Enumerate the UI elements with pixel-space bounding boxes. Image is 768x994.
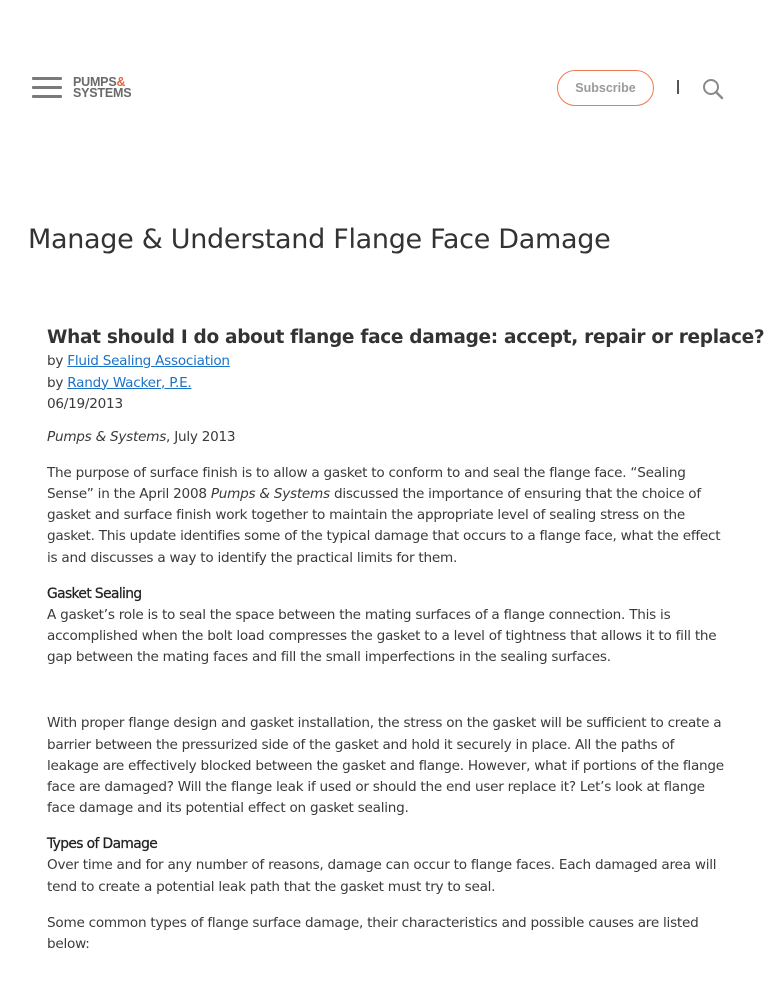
- byline-prefix: by: [47, 353, 68, 369]
- menu-bar: [32, 77, 62, 80]
- header-divider: [677, 80, 679, 94]
- paragraph: Over time and for any number of reasons, damage can occur to flange faces. Each damaged area will tend to create a potential leak path that the gasket must try to seal.: [47, 857, 717, 895]
- author-link-randy-wacker[interactable]: Randy Wacker, P.E.: [67, 374, 192, 391]
- source-publication: Pumps & Systems: [47, 428, 167, 445]
- article-subtitle: What should I do about flange face damage: accept, repair or replace?: [47, 327, 765, 348]
- section-heading-types-of-damage: Types of Damage: [47, 836, 158, 853]
- paragraph: With proper flange design and gasket installation, the stress on the gasket will be sufficient to create a barrier between the pressurized side of the gasket and hold it securely in place. All the paths of leakage are effectively blocked between the gasket and flange. However, what if portions of the flange face are damaged? Will the flange leak if used or should the end user replace it? Let’s look at flange face damage and its potential effect on gasket sealing.: [47, 715, 724, 817]
- menu-bar: [32, 95, 62, 98]
- site-header: [0, 68, 768, 110]
- section-heading-gasket-sealing: Gasket Sealing: [47, 585, 142, 602]
- byline: [47, 373, 727, 395]
- intro-paragraph: [47, 463, 727, 569]
- logo-ampersand: &: [116, 75, 126, 89]
- publish-date: 06/19/2013: [47, 396, 123, 412]
- menu-bar: [32, 86, 62, 89]
- logo-text-systems: SYSTEMS: [73, 86, 132, 100]
- page-title: Manage & Understand Flange Face Damage: [28, 224, 611, 255]
- author-link-fluid-sealing-association[interactable]: Fluid Sealing Association: [67, 353, 230, 369]
- intro-text: The purpose of surface finish is to allow a gasket to conform to and seal the flange face. “Sealing Sense” in the April 2008: [47, 464, 686, 502]
- site-logo[interactable]: [73, 77, 131, 99]
- logo-text-pumps: PUMPS: [73, 75, 117, 89]
- source-line: [47, 427, 727, 448]
- paragraph: Some common types of flange surface damage, their characteristics and possible causes are listed below:: [47, 914, 699, 952]
- source-issue: , July 2013: [166, 428, 236, 445]
- paragraph: A gasket’s role is to seal the space between the mating surfaces of a flange connection. This is accomplished when the bolt load compresses the gasket to a level of tightness that allows it to fill the gap between the mating faces and fill the small imperfections in the sealing surfaces.: [47, 606, 717, 666]
- article: [47, 325, 765, 955]
- intro-text: discussed the importance of ensuring that the choice of gasket and surface finish work together to maintain the appropriate level of sealing stress on the gasket. This update identifies some of the typical damage that occurs to a flange face, what the effect is and discusses a way to identify the practical limits for them.: [47, 485, 721, 566]
- search-icon[interactable]: [701, 77, 725, 101]
- byline-prefix: by: [47, 374, 68, 391]
- hamburger-menu-icon[interactable]: [32, 77, 62, 99]
- subscribe-button[interactable]: Subscribe: [557, 70, 654, 106]
- intro-publication: Pumps & Systems: [210, 485, 330, 502]
- byline: [47, 351, 727, 373]
